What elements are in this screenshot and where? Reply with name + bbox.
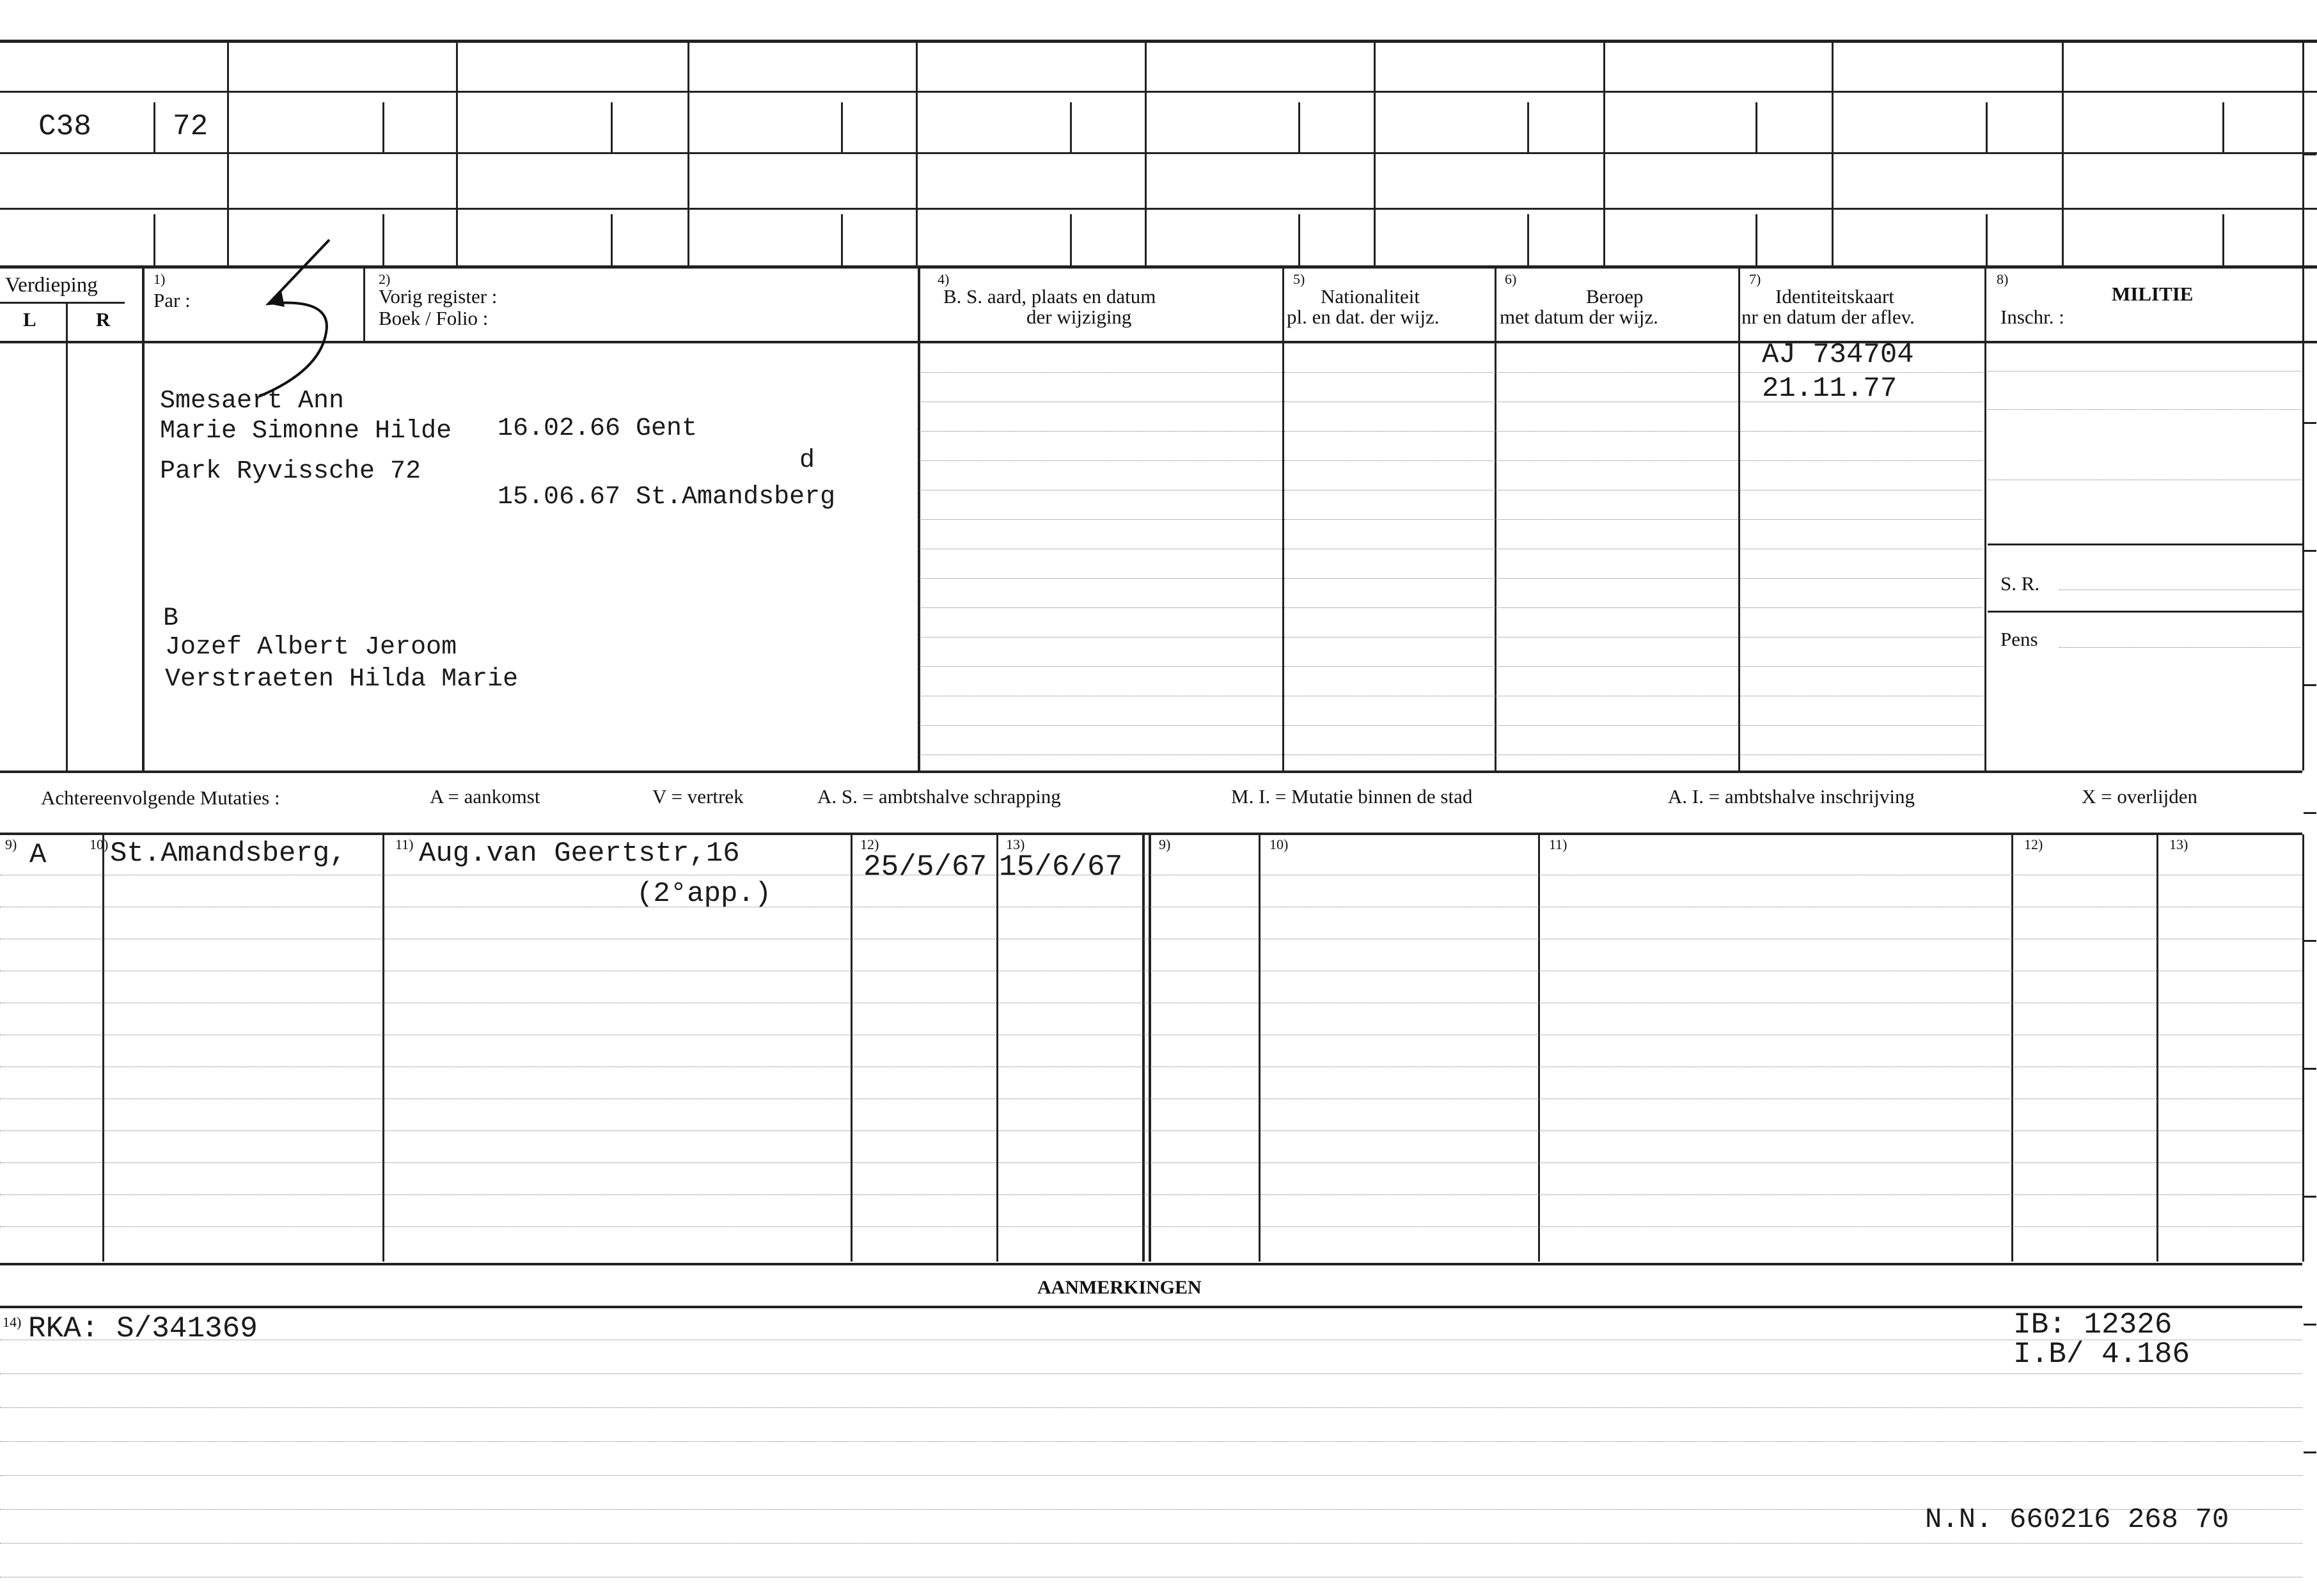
grid-line	[456, 40, 458, 267]
verdieping-sub-line	[0, 302, 125, 304]
bs-label-2: der wijziging	[1026, 306, 1132, 328]
col-num: 5)	[1293, 271, 1305, 287]
col-num: 10)	[1269, 836, 1289, 852]
grid-line	[1832, 40, 1834, 267]
tick	[2304, 1196, 2316, 1198]
beroep-label-2: met datum der wijz.	[1500, 306, 1658, 328]
legend-mi: M. I. = Mutatie binnen de stad	[1231, 785, 1473, 808]
tick	[2304, 940, 2316, 942]
col-divider	[1149, 834, 1151, 1262]
mutation-street: Aug.van Geertstr,16	[419, 838, 740, 870]
col-divider	[2302, 267, 2304, 771]
l-label: L	[23, 308, 36, 331]
tick	[2304, 684, 2316, 686]
col-divider	[382, 834, 384, 1262]
col-num: 14)	[3, 1314, 22, 1330]
col-divider	[102, 834, 104, 1262]
mutation-apartment: (2°app.)	[636, 878, 772, 910]
tick	[2304, 812, 2316, 814]
code-right: 72	[173, 110, 208, 143]
rka-number: RKA: S/341369	[28, 1312, 258, 1345]
tick	[2304, 1324, 2316, 1326]
grid-line	[1603, 40, 1605, 267]
ib-reference: I.B/ 4.186	[2013, 1338, 2190, 1371]
code-left: C38	[38, 110, 91, 143]
top-border	[0, 40, 2317, 43]
grid-line	[841, 214, 843, 265]
col-num: 13)	[1006, 836, 1025, 852]
grid-line	[153, 214, 155, 265]
id-label-1: Identiteitskaart	[1775, 285, 1894, 308]
col-num: 9)	[1159, 836, 1171, 852]
col-num: 11)	[395, 836, 414, 852]
mutation-date-12: 25/5/67	[863, 850, 987, 884]
grid-line	[153, 102, 155, 153]
col-num: 9)	[5, 836, 17, 852]
grid-line	[382, 102, 384, 153]
mother-name: Verstraeten Hilda Marie	[165, 665, 519, 694]
grid-line	[1755, 214, 1757, 265]
tick	[2304, 153, 2316, 155]
grid-line	[1298, 214, 1300, 265]
legend-ai: A. I. = ambtshalve inschrijving	[1668, 785, 1915, 808]
grid-line	[1070, 102, 1072, 153]
col-num: 10)	[90, 836, 109, 852]
birth-date-place: 16.02.66 Gent	[498, 414, 698, 443]
strike-mark	[256, 237, 384, 403]
militie-divider	[1988, 611, 2302, 613]
id-label-2: nr en datum der aflev.	[1741, 306, 1915, 328]
militie-divider	[1988, 544, 2302, 545]
nationaliteit-label-1: Nationaliteit	[1321, 285, 1420, 308]
grid-line	[2062, 40, 2064, 267]
col-num: 4)	[938, 271, 950, 287]
bs-label-1: B. S. aard, plaats en datum	[943, 285, 1156, 308]
col-num: 12)	[2024, 836, 2043, 852]
legend-x: X = overlijden	[2082, 785, 2198, 808]
grid-line	[1986, 102, 1988, 153]
beroep-label-1: Beroep	[1586, 285, 1644, 308]
person-given-names: Marie Simonne Hilde	[160, 417, 452, 446]
tick	[2304, 1451, 2316, 1453]
id-card-number: AJ 734704	[1762, 339, 1914, 371]
nationaliteit-label-2: pl. en dat. der wijz.	[1287, 306, 1440, 328]
col-num: 8)	[1997, 271, 2009, 287]
grid-line	[1527, 214, 1529, 265]
id-card-date: 21.11.77	[1762, 373, 1897, 405]
col-divider	[142, 267, 145, 771]
ib-number: IB: 12326	[2013, 1308, 2172, 1342]
boek-folio-label: Boek / Folio :	[379, 307, 489, 329]
militie-label: MILITIE	[2112, 283, 2194, 305]
national-number: N.N. 660216 268 70	[1925, 1504, 2229, 1536]
legend-v: V = vertrek	[652, 785, 744, 808]
grid-line	[687, 40, 689, 267]
grid-line	[1070, 214, 1072, 265]
tick	[2304, 550, 2316, 552]
col-num: 6)	[1505, 271, 1517, 287]
grid-line	[1374, 40, 1376, 267]
tick	[2304, 422, 2316, 424]
legend-title: Achtereenvolgende Mutaties :	[41, 786, 280, 809]
person-address: Park Ryvissche 72	[160, 457, 421, 486]
r-label: R	[96, 308, 111, 331]
father-name: Jozef Albert Jeroom	[165, 633, 457, 662]
remarks-title: AANMERKINGEN	[1037, 1277, 1202, 1298]
legend-bottom-line	[0, 833, 2302, 835]
legend-as: A. S. = ambtshalve schrapping	[817, 785, 1061, 808]
verdieping-label: Verdieping	[5, 274, 98, 297]
grid-line	[0, 152, 2317, 154]
d-marker: d	[799, 446, 815, 475]
tick	[2304, 1068, 2316, 1070]
mutation-type: A	[29, 839, 47, 871]
b-marker: B	[163, 604, 179, 633]
mutation-place: St.Amandsberg,	[110, 838, 347, 870]
col-divider	[1538, 834, 1540, 1262]
grid-line	[1986, 214, 1988, 265]
vorig-register-label: Vorig register :	[379, 285, 498, 308]
pens-label: Pens	[2000, 628, 2038, 650]
remarks-top-line	[0, 1263, 2302, 1265]
inschr-label: Inschr. :	[2000, 306, 2064, 328]
mutation-date-13: 15/6/67	[999, 850, 1123, 884]
grid-line	[1755, 102, 1757, 153]
grid-line	[227, 40, 229, 267]
col-divider	[1259, 834, 1261, 1262]
col-divider	[851, 834, 852, 1262]
col-num: 1)	[153, 271, 166, 287]
sr-label: S. R.	[2000, 572, 2040, 595]
col-num: 13)	[2169, 836, 2188, 852]
legend-a: A = aankomst	[430, 785, 540, 808]
remarks-header-line	[0, 1306, 2302, 1308]
grid-line	[0, 208, 2317, 210]
grid-line	[1298, 102, 1300, 153]
col-divider	[2156, 834, 2158, 1262]
col-num: 2)	[379, 271, 391, 287]
grid-line	[1527, 102, 1529, 153]
person-name: Smesaert Ann	[160, 387, 345, 416]
legend-top-line	[0, 771, 2302, 773]
grid-line	[611, 102, 613, 153]
col-num: 12)	[860, 836, 879, 852]
grid-line	[611, 214, 613, 265]
col-divider	[996, 834, 998, 1262]
col-divider	[2011, 834, 2013, 1262]
grid-line	[0, 91, 2317, 93]
grid-line	[2222, 214, 2224, 265]
par-label: Par :	[153, 289, 191, 311]
col-divider	[1142, 834, 1145, 1262]
grid-line	[2222, 102, 2224, 153]
col-num: 11)	[1549, 836, 1567, 852]
grid-line	[1145, 40, 1147, 267]
col-divider-lr	[66, 302, 68, 771]
col-divider	[1984, 267, 1986, 771]
col-num: 7)	[1749, 271, 1761, 287]
grid-line	[916, 40, 918, 267]
second-date-place: 15.06.67 St.Amandsberg	[498, 483, 836, 512]
grid-line	[841, 102, 843, 153]
